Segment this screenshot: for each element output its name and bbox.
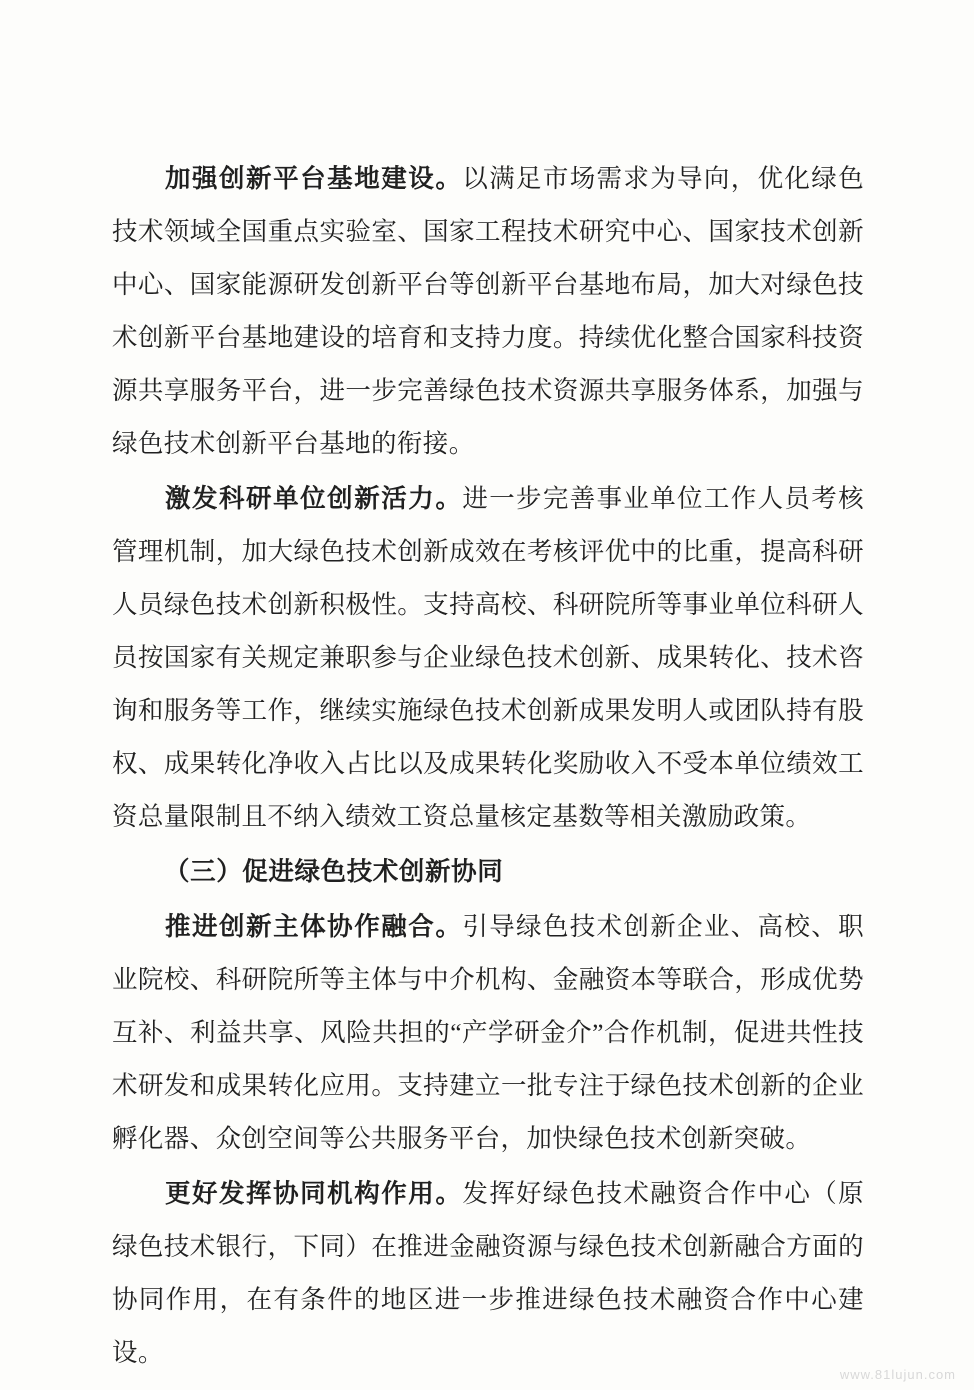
paragraph [112, 900, 864, 1165]
paragraph-lead: 推进创新主体协作融合。 [164, 912, 463, 941]
paragraph-text: 以满足市场需求为导向，优化绿色技术领域全国重点实验室、国家工程技术研究中心、国家技术创新中心、国家能源研发创新平台等创新平台基地布局，加大对绿色技术创新平台基地建设的培育和支持力度。持续优化整合国家科技资源共享服务平台，进一步完善绿色技术资源共享服务体系，加强与绿色技术创新平台基地的衔接。 [112, 164, 864, 458]
paragraph-text: 进一步完善事业单位工作人员考核管理机制，加大绿色技术创新成效在考核评优中的比重，提高科研人员绿色技术创新积极性。支持高校、科研院所等事业单位科研人员按国家有关规定兼职参与企业绿色技术创新、成果转化、技术咨询和服务等工作，继续实施绿色技术创新成果发明人或团队持有股权、成果转化净收入占比以及成果转化奖励收入不受本单位绩效工资总量限制且不纳入绩效工资总量核定基数等相关激励政策。 [112, 484, 864, 831]
paragraph-lead: 加强创新平台基地建设。 [164, 164, 463, 193]
heading-text: （三）促进绿色技术创新协同 [164, 857, 504, 886]
watermark: www.81lujun.com [839, 1367, 956, 1382]
paragraph-text: 发挥好绿色技术融资合作中心（原绿色技术银行，下同）在推进金融资源与绿色技术创新融合方面的协同作用，在有条件的地区进一步推进绿色技术融资合作中心建设。 [112, 1179, 864, 1367]
paragraph [112, 1167, 864, 1379]
paragraph-lead: 激发科研单位创新活力。 [164, 484, 463, 513]
paragraph-lead: 更好发挥协同机构作用。 [164, 1179, 463, 1208]
paragraph [112, 152, 864, 470]
document-body [112, 152, 864, 1381]
paragraph [112, 472, 864, 843]
paragraph-text: 引导绿色技术创新企业、高校、职业院校、科研院所等主体与中介机构、金融资本等联合，形成优势互补、利益共享、风险共担的“产学研金介”合作机制，促进共性技术研发和成果转化应用。支持建立一批专注于绿色技术创新的企业孵化器、众创空间等公共服务平台，加快绿色技术创新突破。 [112, 912, 864, 1153]
section-heading [112, 845, 864, 898]
